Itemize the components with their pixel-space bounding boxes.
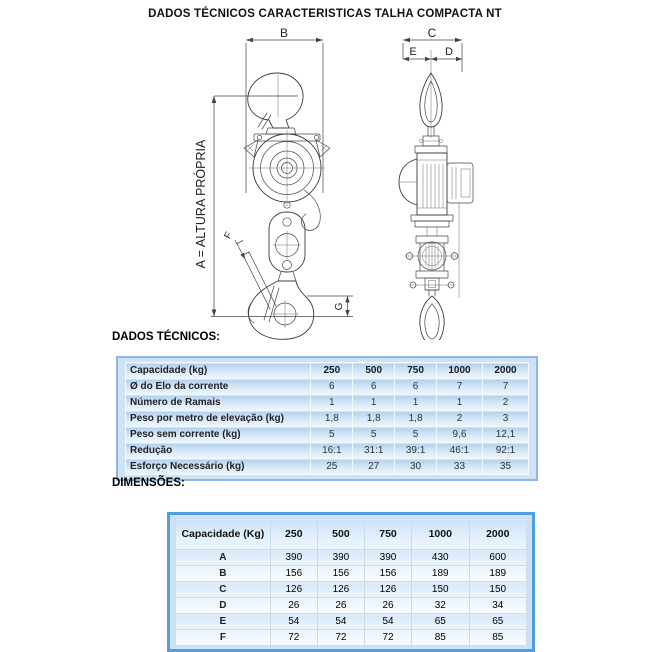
dimensions-heading: DIMENSÕES:: [112, 477, 185, 489]
dim-label-b: B: [279, 28, 289, 40]
cell-value: 390: [317, 550, 364, 566]
cell-value: 35: [482, 459, 528, 475]
cell-value: 156: [270, 566, 317, 582]
cell-value: 1,8: [395, 411, 437, 427]
cell-value: 6: [353, 379, 395, 395]
cell-value: 39:1: [395, 443, 437, 459]
row-label: A: [176, 550, 271, 566]
cell-value: 150: [412, 582, 469, 598]
bottom-hook-front: [248, 272, 314, 339]
cell-value: 390: [364, 550, 411, 566]
cell-value: 150: [469, 582, 527, 598]
row-label: Redução: [126, 443, 311, 459]
dim-label-d: D: [445, 46, 453, 58]
pulley-block-side: [405, 236, 459, 290]
cell-value: 30: [395, 459, 437, 475]
table-row: [176, 614, 527, 630]
dim-label-e: E: [409, 46, 417, 58]
row-label: D: [176, 598, 271, 614]
table-row: [126, 459, 529, 475]
dimension-f: [223, 230, 276, 309]
cell-value: 54: [364, 614, 411, 630]
hoist-body-side: [399, 146, 473, 298]
table-row: [126, 443, 529, 459]
cell-value: 33: [437, 459, 483, 475]
column-header: 500: [317, 519, 364, 550]
column-header: 750: [364, 519, 411, 550]
cell-value: 430: [412, 550, 469, 566]
cell-value: 1: [437, 395, 483, 411]
cell-value: 390: [270, 550, 317, 566]
row-label: F: [176, 630, 271, 646]
front-view-drawing: [193, 28, 353, 339]
cell-value: 85: [469, 630, 527, 646]
cell-value: 156: [364, 566, 411, 582]
cell-value: 1,8: [311, 411, 353, 427]
cell-value: 126: [317, 582, 364, 598]
cell-value: 7: [437, 379, 483, 395]
row-label: Peso sem corrente (kg): [126, 427, 311, 443]
dimensions-table: [175, 518, 527, 646]
dim-label-f: F: [222, 230, 236, 242]
cell-value: 65: [469, 614, 527, 630]
cell-value: 72: [317, 630, 364, 646]
table-row: [126, 379, 529, 395]
cell-value: 126: [364, 582, 411, 598]
link-plate: [269, 212, 305, 272]
cell-value: 189: [469, 566, 527, 582]
cell-value: 9,6: [437, 427, 483, 443]
table-header-row: [126, 363, 529, 379]
cell-value: 7: [482, 379, 528, 395]
side-view-drawing: [399, 28, 473, 340]
technical-data-panel: [116, 356, 538, 481]
cell-value: 72: [270, 630, 317, 646]
table-corner-label: Capacidade (kg): [126, 363, 311, 379]
column-header: 500: [353, 363, 395, 379]
column-header: 750: [395, 363, 437, 379]
row-label: E: [176, 614, 271, 630]
cell-value: 27: [353, 459, 395, 475]
cell-value: 5: [311, 427, 353, 443]
table-row: [126, 395, 529, 411]
table-row: [176, 550, 527, 566]
row-label: C: [176, 582, 271, 598]
cell-value: 600: [469, 550, 527, 566]
column-header: 2000: [469, 519, 527, 550]
dimension-e-d: [403, 46, 462, 138]
cell-value: 189: [412, 566, 469, 582]
table-row: [176, 566, 527, 582]
cell-value: 1: [311, 395, 353, 411]
column-header: 1000: [437, 363, 483, 379]
cell-value: 1: [353, 395, 395, 411]
cell-value: 6: [395, 379, 437, 395]
cell-value: 26: [317, 598, 364, 614]
dim-label-a: A = ALTURA PRÓPRIA: [194, 139, 208, 269]
cell-value: 12,1: [482, 427, 528, 443]
cell-value: 156: [317, 566, 364, 582]
table-header-row: [176, 519, 527, 550]
cell-value: 54: [270, 614, 317, 630]
cell-value: 32: [412, 598, 469, 614]
hoist-body-front: [244, 130, 330, 230]
dimensions-panel: [167, 512, 535, 652]
page-title: DADOS TÉCNICOS CARACTERISTICAS TALHA COMPACTA NT: [148, 8, 502, 20]
column-header: 250: [270, 519, 317, 550]
cell-value: 92:1: [482, 443, 528, 459]
table-row: [126, 411, 529, 427]
cell-value: 2: [437, 411, 483, 427]
dim-label-g: G: [334, 302, 345, 311]
hoist-technical-drawing: [0, 28, 650, 340]
cell-value: 5: [395, 427, 437, 443]
cell-value: 54: [317, 614, 364, 630]
table-row: [126, 427, 529, 443]
cell-value: 34: [469, 598, 527, 614]
cell-value: 85: [412, 630, 469, 646]
cell-value: 26: [270, 598, 317, 614]
column-header: 1000: [412, 519, 469, 550]
technical-data-table: [125, 362, 529, 475]
row-label: Ø do Elo da corrente: [126, 379, 311, 395]
cell-value: 31:1: [353, 443, 395, 459]
cell-value: 2: [482, 395, 528, 411]
table-row: [176, 598, 527, 614]
cell-value: 5: [353, 427, 395, 443]
table-row: [176, 582, 527, 598]
row-label: Peso por metro de elevação (kg): [126, 411, 311, 427]
cell-value: 25: [311, 459, 353, 475]
bottom-hook-side: [420, 290, 444, 340]
technical-data-heading: DADOS TÉCNICOS:: [112, 331, 220, 343]
top-hook-front: [248, 73, 303, 129]
table-corner-label: Capacidade (Kg): [176, 519, 271, 550]
row-label: B: [176, 566, 271, 582]
dim-label-c: C: [427, 28, 437, 40]
table-row: [176, 630, 527, 646]
cell-value: 1,8: [353, 411, 395, 427]
column-header: 250: [311, 363, 353, 379]
cell-value: 126: [270, 582, 317, 598]
row-label: Número de Ramais: [126, 395, 311, 411]
cell-value: 72: [364, 630, 411, 646]
cell-value: 3: [482, 411, 528, 427]
cell-value: 1: [395, 395, 437, 411]
row-label: Esforço Necessário (kg): [126, 459, 311, 475]
cell-value: 6: [311, 379, 353, 395]
column-header: 2000: [482, 363, 528, 379]
cell-value: 65: [412, 614, 469, 630]
cell-value: 26: [364, 598, 411, 614]
cell-value: 46:1: [437, 443, 483, 459]
cell-value: 16:1: [311, 443, 353, 459]
